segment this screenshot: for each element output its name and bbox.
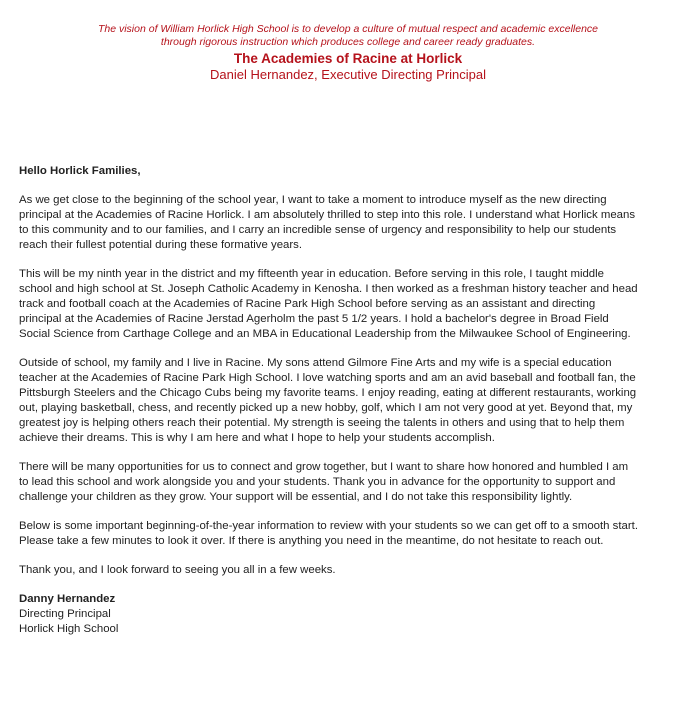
- paragraph-opportunities: There will be many opportunities for us to connect and grow together, but I want to share how honored and humbled I am to lead this school and work alongside you and your students. Thank you in advance for the opportunity to support and challenge your children as they grow. Your support will be essential, and I do not take this responsibility lightly.: [19, 461, 629, 503]
- vision-statement-line-2: through rigorous instruction which produces college and career ready graduates.: [160, 36, 536, 48]
- vision-statement-line-1: The vision of William Horlick High School is to develop a culture of mutual respect and academic excellence: [97, 23, 599, 35]
- signature-block: [19, 592, 639, 637]
- school-name: The Academies of Racine at Horlick: [233, 51, 463, 66]
- signature-name: Danny Hernandez: [19, 593, 116, 605]
- paragraph-information: Below is some important beginning-of-the-year information to review with your students so we can get off to a smooth start. Please take a few minutes to look it over. If there is anything you need in the meantime, do not hesitate to reach out.: [19, 520, 638, 547]
- letter-body: [19, 164, 639, 637]
- paragraph-experience: This will be my ninth year in the district and my fifteenth year in education. Before serving in this role, I taught middle school and high school at St. Joseph Catholic Academy in Kenosha. I then worked as a freshman history teacher and head track and football coach at the Academies of Racine Park High School before serving as an assistant and directing principal at the Academies of Racine Jerstad Agerholm the past 5 1/2 years. I hold a bachelor's degree in Broad Field Social Science from Carthage College and an MBA in Educational Leadership from the Milwaukee School of Engineering.: [19, 268, 638, 340]
- signature-school: Horlick High School: [19, 623, 119, 635]
- signature-title: Directing Principal: [19, 608, 111, 620]
- paragraph-closing: Thank you, and I look forward to seeing you all in a few weeks.: [19, 564, 336, 576]
- letterhead: [0, 23, 696, 83]
- salutation: Hello Horlick Families,: [19, 165, 141, 177]
- principal-title: Daniel Hernandez, Executive Directing Principal: [209, 67, 487, 82]
- paragraph-introduction: As we get close to the beginning of the school year, I want to take a moment to introduce myself as the new directing principal at the Academies of Racine Horlick. I am absolutely thrilled to step into this role. I understand what Horlick means to this community and to our families, and I carry an incredible sense of urgency and responsibility to help our students reach their fullest potential during these formative years.: [19, 194, 636, 251]
- paragraph-personal: Outside of school, my family and I live in Racine. My sons attend Gilmore Fine Arts and my wife is a special education teacher at the Academies of Racine Park High School. I love watching sports and am an avid baseball and football fan, the Pittsburgh Steelers and the Chicago Cubs being my favorite teams. I enjoy reading, eating at different restaurants, working out, playing basketball, chess, and recently picked up a new hobby, golf, which I am not very good at yet. Beyond that, my greatest joy is helping others reach their potential. My strength is seeing the talents in others and using that to help them achieve their dreams. This is why I am here and what I hope to help your students accomplish.: [19, 357, 637, 444]
